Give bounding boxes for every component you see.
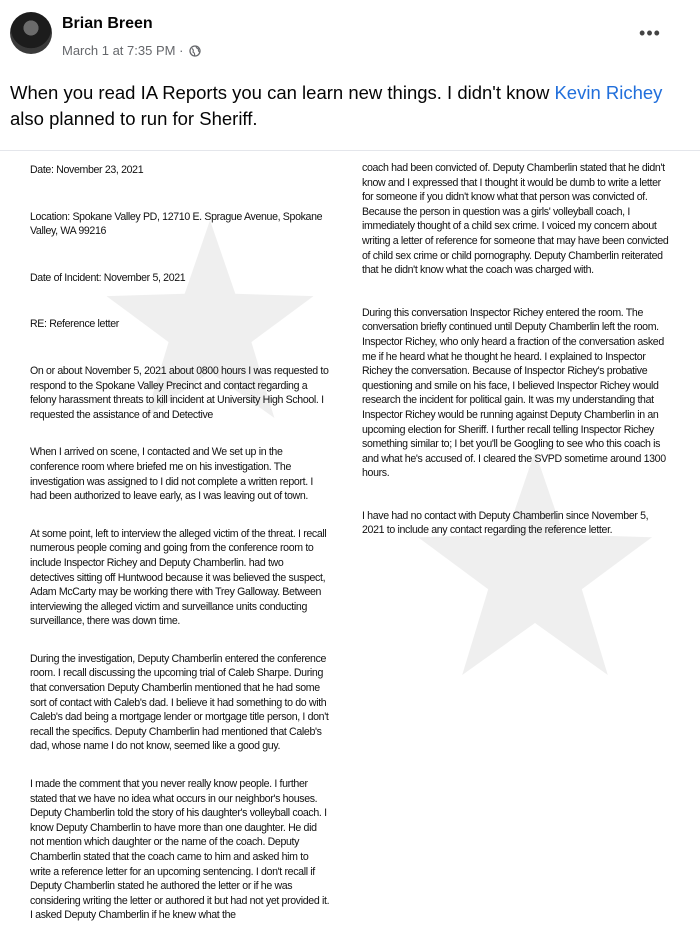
document-left-column: [30, 163, 330, 939]
meta-separator: ·: [179, 43, 184, 58]
doc-incident-date: Date of Incident: November 5, 2021: [30, 271, 186, 284]
post-meta: [62, 43, 201, 58]
mention-link[interactable]: Kevin Richey: [554, 82, 663, 103]
more-horizontal-icon[interactable]: •••: [639, 23, 661, 43]
document-image[interactable]: [0, 150, 700, 939]
document-right-column: [362, 161, 672, 561]
post-text: [10, 80, 680, 132]
doc-date: Date: November 23, 2021: [30, 164, 144, 176]
post-header: [0, 0, 700, 78]
doc-paragraph: coach had been convicted of. Deputy Chamberlin stated that he didn't know and I expressed that I thought it would be dumb to write a letter for someone if you didn't know what that person was convicted of. Because the person in question was a girls' volleyball coach, I immediately thought of a child sex crime. I voiced my concern about writing a letter of reference for someone that may have been convicted of child sex crime or child pornography. Deputy Chamberlin reiterated that he didn't know what the coach was charged with.: [362, 162, 669, 277]
post-text-after: also planned to run for Sheriff.: [10, 108, 258, 129]
doc-paragraph: On or about November 5, 2021 about 0800 hours I was requested to respond to the Spokane Valley Precinct and contact regarding a felony harassment threats to kill incident at University High School. I requested the assistance of and Detective: [30, 364, 329, 421]
doc-paragraph: During the investigation, Deputy Chamberlin entered the conference room. I recall discussing the upcoming trial of Caleb Sharpe. During that conversation Deputy Chamberlin mentioned that he had some sort of contact with Caleb's dad. I believe it had something to do with Caleb's dad being a mortgage lender or mortgage title person, I don't recall the specifics. Deputy Chamberlin had mentioned that Caleb's dad, whose name I do not know, seemed like a good guy.: [30, 652, 329, 753]
globe-icon: [189, 45, 201, 57]
post-date-link[interactable]: March 1 at 7:35 PM: [62, 43, 176, 58]
doc-paragraph: During this conversation Inspector Richey entered the room. The conversation briefly continued until Deputy Chamberlin left the room. Inspector Richey, who only heard a fraction of the conversation asked me if he heard what he thought he heard. I explained to Inspector Richey the conversation. Because of Inspector Richey's probative questioning and smile on his face, I believed Inspector Richey would research the incident for political gain. It was my understanding that Inspector Richey would be running against Deputy Chamberlin in an upcoming election for Sheriff. I further recall telling Inspector Richey something similar to; I bet you'll be Googling to see who this coach is and what he's accused of. I cleared the SVPD sometime around 1300 hours.: [362, 306, 666, 480]
author-name[interactable]: Brian Breen: [62, 15, 153, 32]
doc-paragraph: At some point, left to interview the alleged victim of the threat. I recall numerous people coming and going from the conference room to include Inspector Richey and Deputy Chamberlin. had two detectives sitting off Huntwood because it was believed the suspect, Adam McCarty may be working there with Trey Galloway. Between interviewing the alleged victim and surveillance units conducting surveillance, there was down time.: [30, 527, 327, 628]
doc-paragraph: I made the comment that you never really know people. I further stated that we have no idea what occurs in our neighbor's houses. Deputy Chamberlin told the story of his daughter's volleyball coach. I know Deputy Chamberlin to have more than one daughter. He did not mention which daughter or the name of the coach. Deputy Chamberlin stated that the coach came to him and asked him to write a reference letter for an upcoming sentencing. I don't recall if Deputy Chamberlin stated he authored the letter or if he was considering writing the letter or authored it but had not yet provided it. I asked Deputy Chamberlin if he knew what the: [30, 778, 330, 922]
doc-location: Location: Spokane Valley PD, 12710 E. Sprague Avenue, Spokane Valley, WA 99216: [30, 210, 323, 238]
avatar[interactable]: [10, 12, 52, 54]
doc-re: RE: Reference letter: [30, 318, 119, 331]
doc-paragraph: I have had no contact with Deputy Chamberlin since November 5, 2021 to include any contact regarding the reference letter.: [362, 509, 649, 537]
doc-paragraph: When I arrived on scene, I contacted and We set up in the conference room where briefed me on his investigation. The investigation was assigned to I did not complete a written report. I had been authorized to leave early, as I was leaving out of town.: [30, 446, 313, 503]
post-text-before: When you read IA Reports you can learn new things. I didn't know: [10, 82, 555, 103]
